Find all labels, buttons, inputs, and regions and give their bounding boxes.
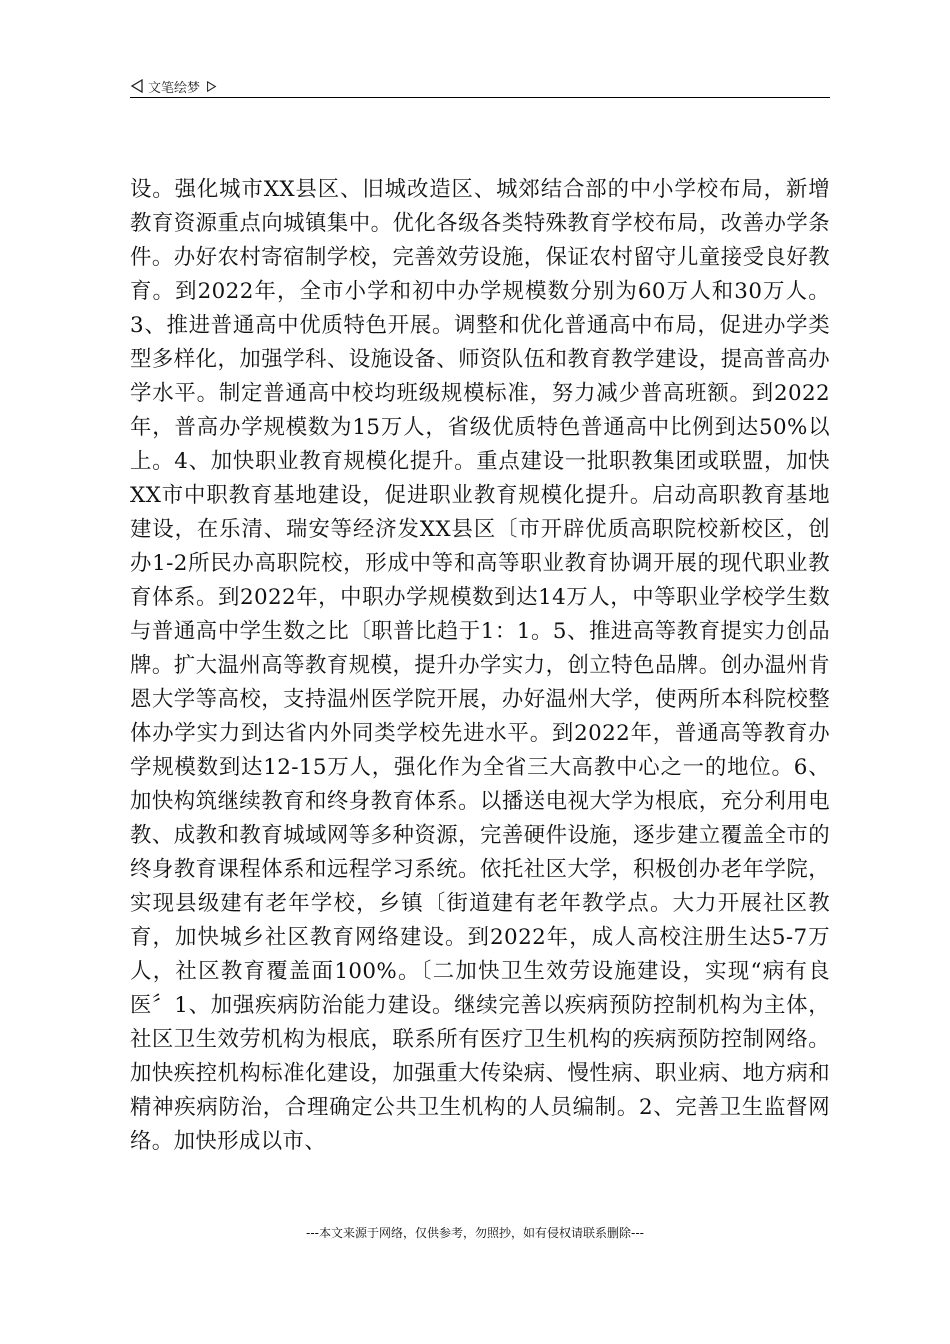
page-header	[130, 74, 830, 98]
footer-notice: ---本文来源于网络，仅供参考，勿照抄，如有侵权请联系删除---	[306, 1226, 644, 1240]
triangle-left-icon	[130, 79, 144, 93]
triangle-right-icon	[206, 81, 217, 92]
header-divider	[130, 97, 830, 98]
header-title: 文笔绘梦	[148, 80, 201, 96]
body-paragraph: 设。强化城市XX县区、旧城改造区、城郊结合部的中小学校布局，新增教育资源重点向城镇集中。优化各级各类特殊教育学校布局，改善办学条件。办好农村寄宿制学校，完善效劳设施，保证农村留守儿童接受良好教育。到2022年，全市小学和初中办学规模数分别为60万人和30万人。3、推进普通高中优质特色开展。调整和优化普通高中布局，促进办学类型多样化，加强学科、设施设备、师资队伍和教育教学建设，提高普高办学水平。制定普通高中校均班级规模标准，努力减少普高班额。到2022年，普高办学规模数为15万人，省级优质特色普通高中比例到达50%以上。4、加快职业教育规模化提升。重点建设一批职教集团或联盟，加快XX市中职教育基地建设，促进职业教育规模化提升。启动高职教育基地建设，在乐清、瑞安等经济发XX县区〔市开辟优质高职院校新校区，创办1-2所民办高职院校，形成中等和高等职业教育协调开展的现代职业教育体系。到2022年，中职办学规模数到达14万人，中等职业学校学生数与普通高中学生数之比〔职普比趋于1：1。5、推进高等教育提实力创品牌。扩大温州高等教育规模，提升办学实力，创立特色品牌。创办温州肯恩大学等高校，支持温州医学院开展，办好温州大学，使两所本科院校整体办学实力到达省内外同类学校先进水平。到2022年，普通高等教育办学规模数到达12-15万人，强化作为全省三大高教中心之一的地位。6、加快构筑继续教育和终身教育体系。以播送电视大学为根底，充分利用电教、成教和教育城域网等多种资源，完善硬件设施，逐步建立覆盖全市的终身教育课程体系和远程学习系统。依托社区大学，积极创办老年学院，实现县级建有老年学校，乡镇〔街道建有老年教学点。大力开展社区教育，加快城乡社区教育网络建设。到2022年，成人高校注册生达5-7万人，社区教育覆盖面100%。〔二加快卫生效劳设施建设，实现“病有良医〞1、加强疾病防治能力建设。继续完善以疾病预防控制机构为主体，社区卫生效劳机构为根底，联系所有医疗卫生机构的疾病预防控制网络。加快疾控机构标准化建设，加强重大传染病、慢性病、职业病、地方病和精神疾病防治，合理确定公共卫生机构的人员编制。2、完善卫生监督网络。加快形成以市、	[130, 177, 830, 1154]
